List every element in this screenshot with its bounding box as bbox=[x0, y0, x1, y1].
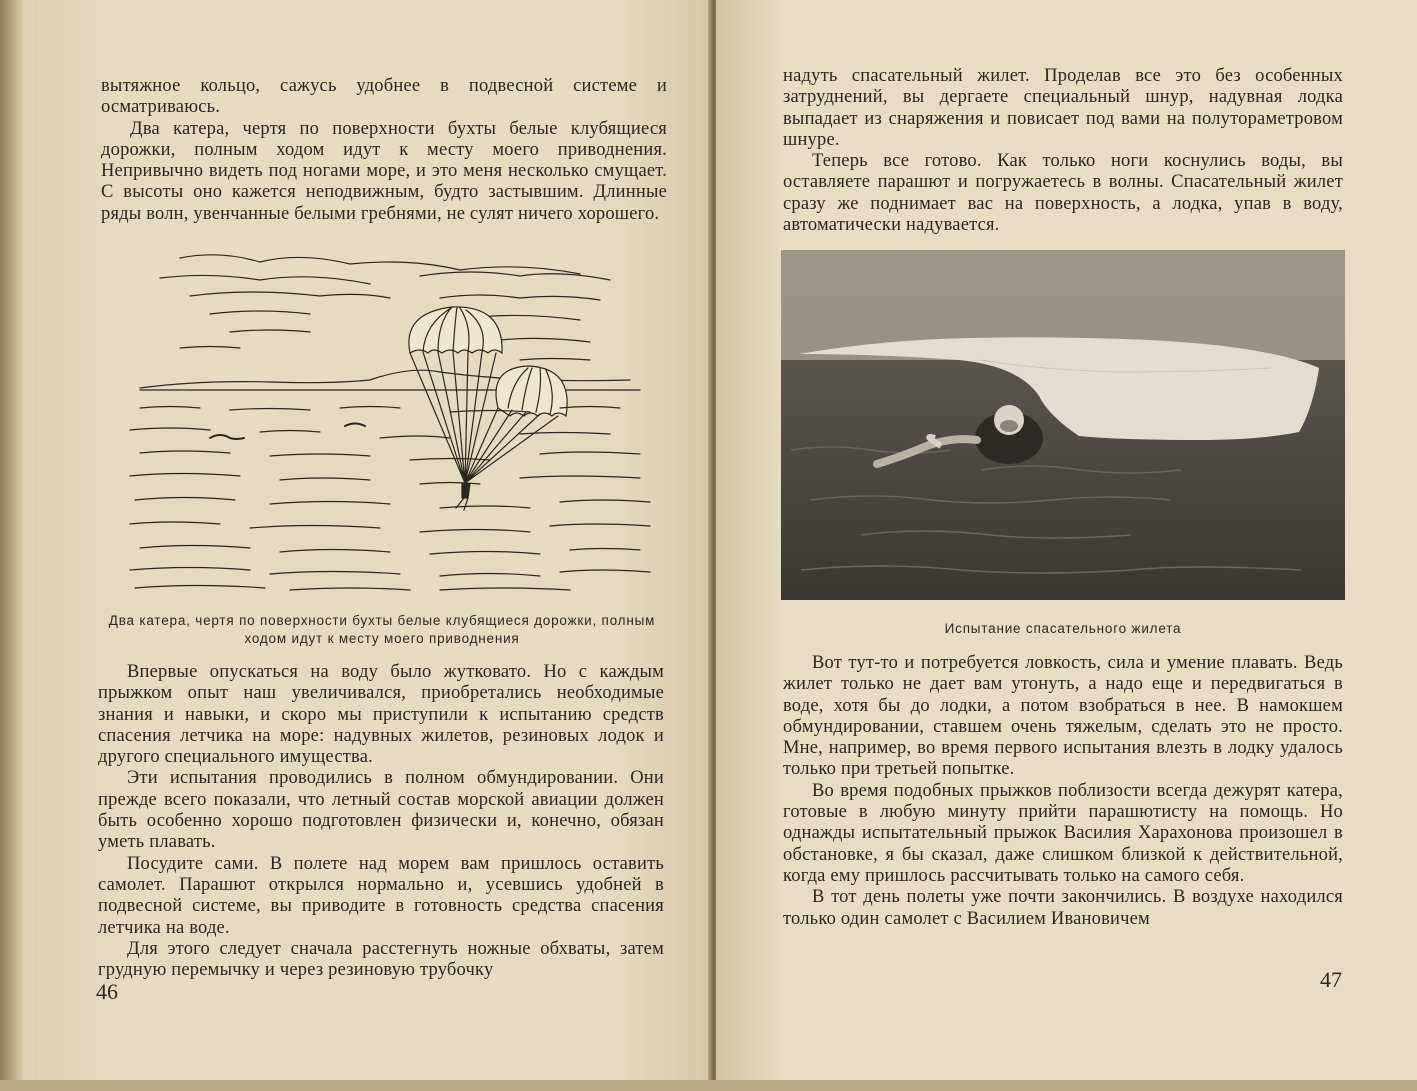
right-page-bottom-text bbox=[783, 653, 1343, 930]
paragraph: вытяжное кольцо, сажусь удобнее в подвесной системе и осматриваюсь. bbox=[101, 76, 667, 118]
paragraph: В тот день полеты уже почти закончились. В воздухе находился только один самолет с Василием Ивановичем bbox=[783, 887, 1343, 929]
paragraph: Два катера, чертя по поверхности бухты белые клубящиеся дорожки, полным ходом идут к месту моего приводнения. Непривычно видеть под ногами море, и это меня несколько смущает. С высоты оно кажется неподвижным, будто застывшим. Длинные ряды волн, увенчанные белыми гребнями, не сулят ничего хорошего. bbox=[101, 118, 667, 224]
paragraph: Вот тут-то и потребуется ловкость, сила и умение плавать. Ведь жилет только не дает вам утонуть, а надо еще и передвигаться в воде, хотя бы до лодки, а потом взобраться в нее. В намокшем обмундировании, ставшем очень тяжелым, сделать это не просто. Мне, например, во время первого испытания влезть в лодку удалось только при третьей попытке. bbox=[783, 653, 1343, 780]
page-number-left: 46 bbox=[96, 979, 118, 1004]
swimmer-photo bbox=[781, 250, 1345, 600]
paragraph: надуть спасательный жилет. Проделав все это без особенных затруднений, вы дергаете специальный шнур, надувная лодка выпадает из снаряжения и повисает под вами на полутораметровом шнуре. bbox=[783, 66, 1343, 150]
paragraph: Для этого следует сначала расстегнуть ножные обхваты, затем грудную перемычку и через резиновую трубочку bbox=[98, 938, 664, 981]
paragraph: Впервые опускаться на воду было жутковато. Но с каждым прыжком опыт наш увеличивался, приобретались необходимые знания и навыки, и скоро мы приступили к испытанию средств спасения летчика на море: надувных жилетов, резиновых лодок и другого специального имущества. bbox=[98, 662, 664, 768]
left-figure-caption: Два катера, чертя по поверхности бухты белые клубящиеся дорожки, полным ходом идут к месту моего приводнения bbox=[108, 613, 656, 646]
paragraph: Посудите сами. В полете над морем вам пришлось оставить самолет. Парашют открылся нормально и, усевшись удобней в подвесной системе, вы приводите в готовность средства спасения летчика на воде. bbox=[98, 853, 664, 938]
paragraph: Теперь все готово. Как только ноги коснулись воды, вы оставляете парашют и погружаетесь в волны. Спасательный жилет сразу же поднимает вас на поверхность, а лодка, упав в воду, автоматически надувается. bbox=[783, 151, 1343, 236]
right-page-top-text bbox=[783, 66, 1343, 236]
book-cover-edge bbox=[0, 0, 22, 1091]
parachute-drawing bbox=[120, 248, 665, 593]
left-page-top-text bbox=[101, 76, 667, 225]
left-page-bottom-text bbox=[98, 662, 664, 981]
right-photo-caption: Испытание спасательного жилета bbox=[944, 621, 1182, 636]
paragraph: Во время подобных прыжков поблизости всегда дежурят катера, готовые в любую минуту прийти парашютисту на помощь. Но однажды испытательный прыжок Василия Харахонова произошел в обстановке, я бы сказал, даже слишком близкой к действительной, когда ему пришлось рассчитывать только на самого себя. bbox=[783, 780, 1343, 886]
paragraph: Эти испытания проводились в полном обмундировании. Они прежде всего показали, что летный состав морской авиации должен быть особенно хорошо подготовлен физически и, конечно, обязан уметь плавать. bbox=[98, 768, 664, 853]
page-number-right: 47 bbox=[1320, 967, 1342, 992]
book-bottom-edge bbox=[0, 1080, 1417, 1091]
